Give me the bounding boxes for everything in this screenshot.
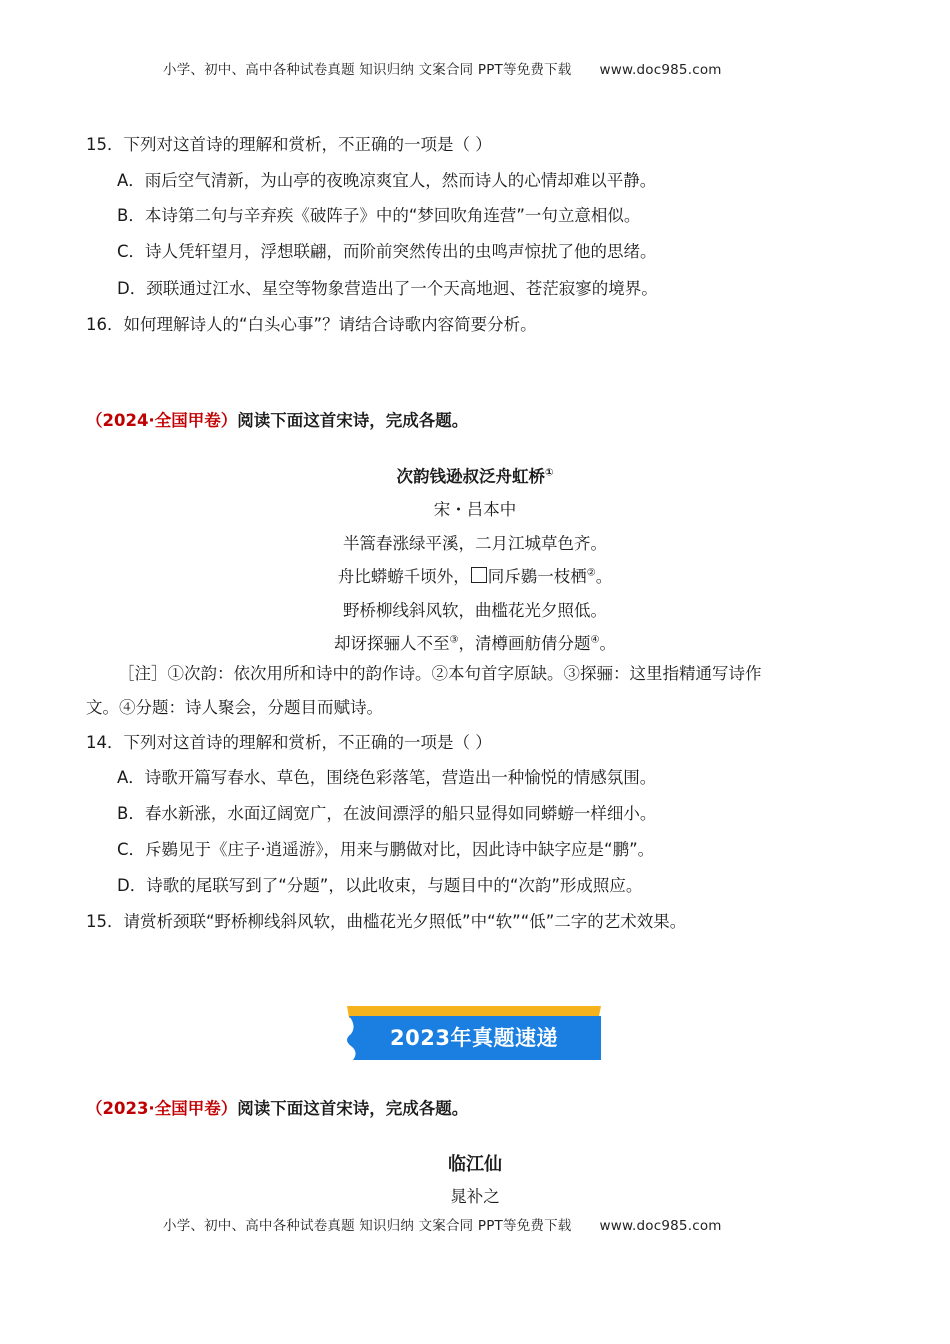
q15-option-c: C．诗人凭轩望月，浮想联翩，而阶前突然传出的虫鸣声惊扰了他的思绪。 (117, 242, 657, 261)
section-banner (343, 1004, 605, 1062)
footer-url: www.doc985.com (599, 1218, 722, 1234)
header-url: www.doc985.com (599, 62, 722, 78)
q14-option-a: A．诗歌开篇写春水、草色，围绕色彩落笔，营造出一种愉悦的情感氛围。 (117, 768, 657, 787)
poem-title-2024: 次韵钱逊叔泛舟虹桥① (396, 467, 554, 486)
page-footer (163, 1214, 722, 1234)
question-14: 14．下列对这首诗的理解和赏析，不正确的一项是（ ） (86, 733, 492, 752)
source-2024: （2024·全国甲卷）阅读下面这首宋诗，完成各题。 (86, 411, 469, 430)
source-tag-2024: （2024·全国甲卷） (86, 411, 238, 430)
q14-option-b: B．春水新涨，水面辽阔宽广，在波间漂浮的船只显得如同蟒蝣一样细小。 (117, 804, 657, 823)
question-15-prev: 15．下列对这首诗的理解和赏析，不正确的一项是（ ） (86, 135, 492, 154)
question-16: 16．如何理解诗人的“白头心事”？请结合诗歌内容简要分析。 (86, 315, 537, 334)
poem-line-2: 舟比蟒蝣千顷外， 同斥鷃一枝栖②。 (337, 567, 613, 586)
poem-line-1: 半篙春涨绿平溪，二月江城草色齐。 (343, 534, 607, 553)
q15-option-b: B．本诗第二句与辛弃疾《破阵子》中的“梦回吹角连营”一句立意相似。 (117, 206, 641, 225)
q14-option-c: C．斥鷃见于《庄子·逍遥游》，用来与鹏做对比，因此诗中缺字应是“鹏”。 (117, 840, 655, 859)
missing-char-box (471, 567, 487, 583)
poem-author-2024: 宋・吕本中 (433, 500, 517, 519)
source-tag-2023: （2023·全国甲卷） (86, 1099, 238, 1118)
poem-author-2023: 晁补之 (450, 1187, 500, 1206)
poem-title-2023: 临江仙 (448, 1154, 502, 1175)
question-15: 15．请赏析颈联“野桥柳线斜风软，曲槛花光夕照低”中“软”“低”二字的艺术效果。 (86, 912, 687, 931)
note-line-2: 文。④分题：诗人聚会，分题目而赋诗。 (86, 698, 383, 717)
poem-notes (86, 657, 876, 725)
poem-line-4: 却讶探骊人不至③，清樽画舫倩分题④。 (334, 634, 616, 653)
banner-label: 2023年真题速递 (390, 1026, 558, 1050)
q14-option-d: D．诗歌的尾联写到了“分题”，以此收束，与题目中的“次韵”形成照应。 (117, 876, 643, 895)
source-2023: （2023·全国甲卷）阅读下面这首宋诗，完成各题。 (86, 1099, 469, 1118)
q15-option-a: A．雨后空气清新，为山亭的夜晚凉爽宜人，然而诗人的心情却难以平静。 (117, 171, 657, 190)
poem-line-3: 野桥柳线斜风软，曲槛花光夕照低。 (343, 601, 607, 620)
note-line-1: ［注］①次韵：依次用所和诗中的韵作诗。②本句首字原缺。③探骊：这里指精通写诗作 (118, 664, 762, 683)
footer-text: 小学、初中、高中各种试卷真题 知识归纳 文案合同 PPT等免费下载 (163, 1218, 572, 1234)
q15-option-d: D．颈联通过江水、星空等物象营造出了一个天高地迥、苍茫寂寥的境界。 (117, 279, 658, 298)
page-header (163, 58, 722, 78)
header-text: 小学、初中、高中各种试卷真题 知识归纳 文案合同 PPT等免费下载 (163, 62, 572, 78)
